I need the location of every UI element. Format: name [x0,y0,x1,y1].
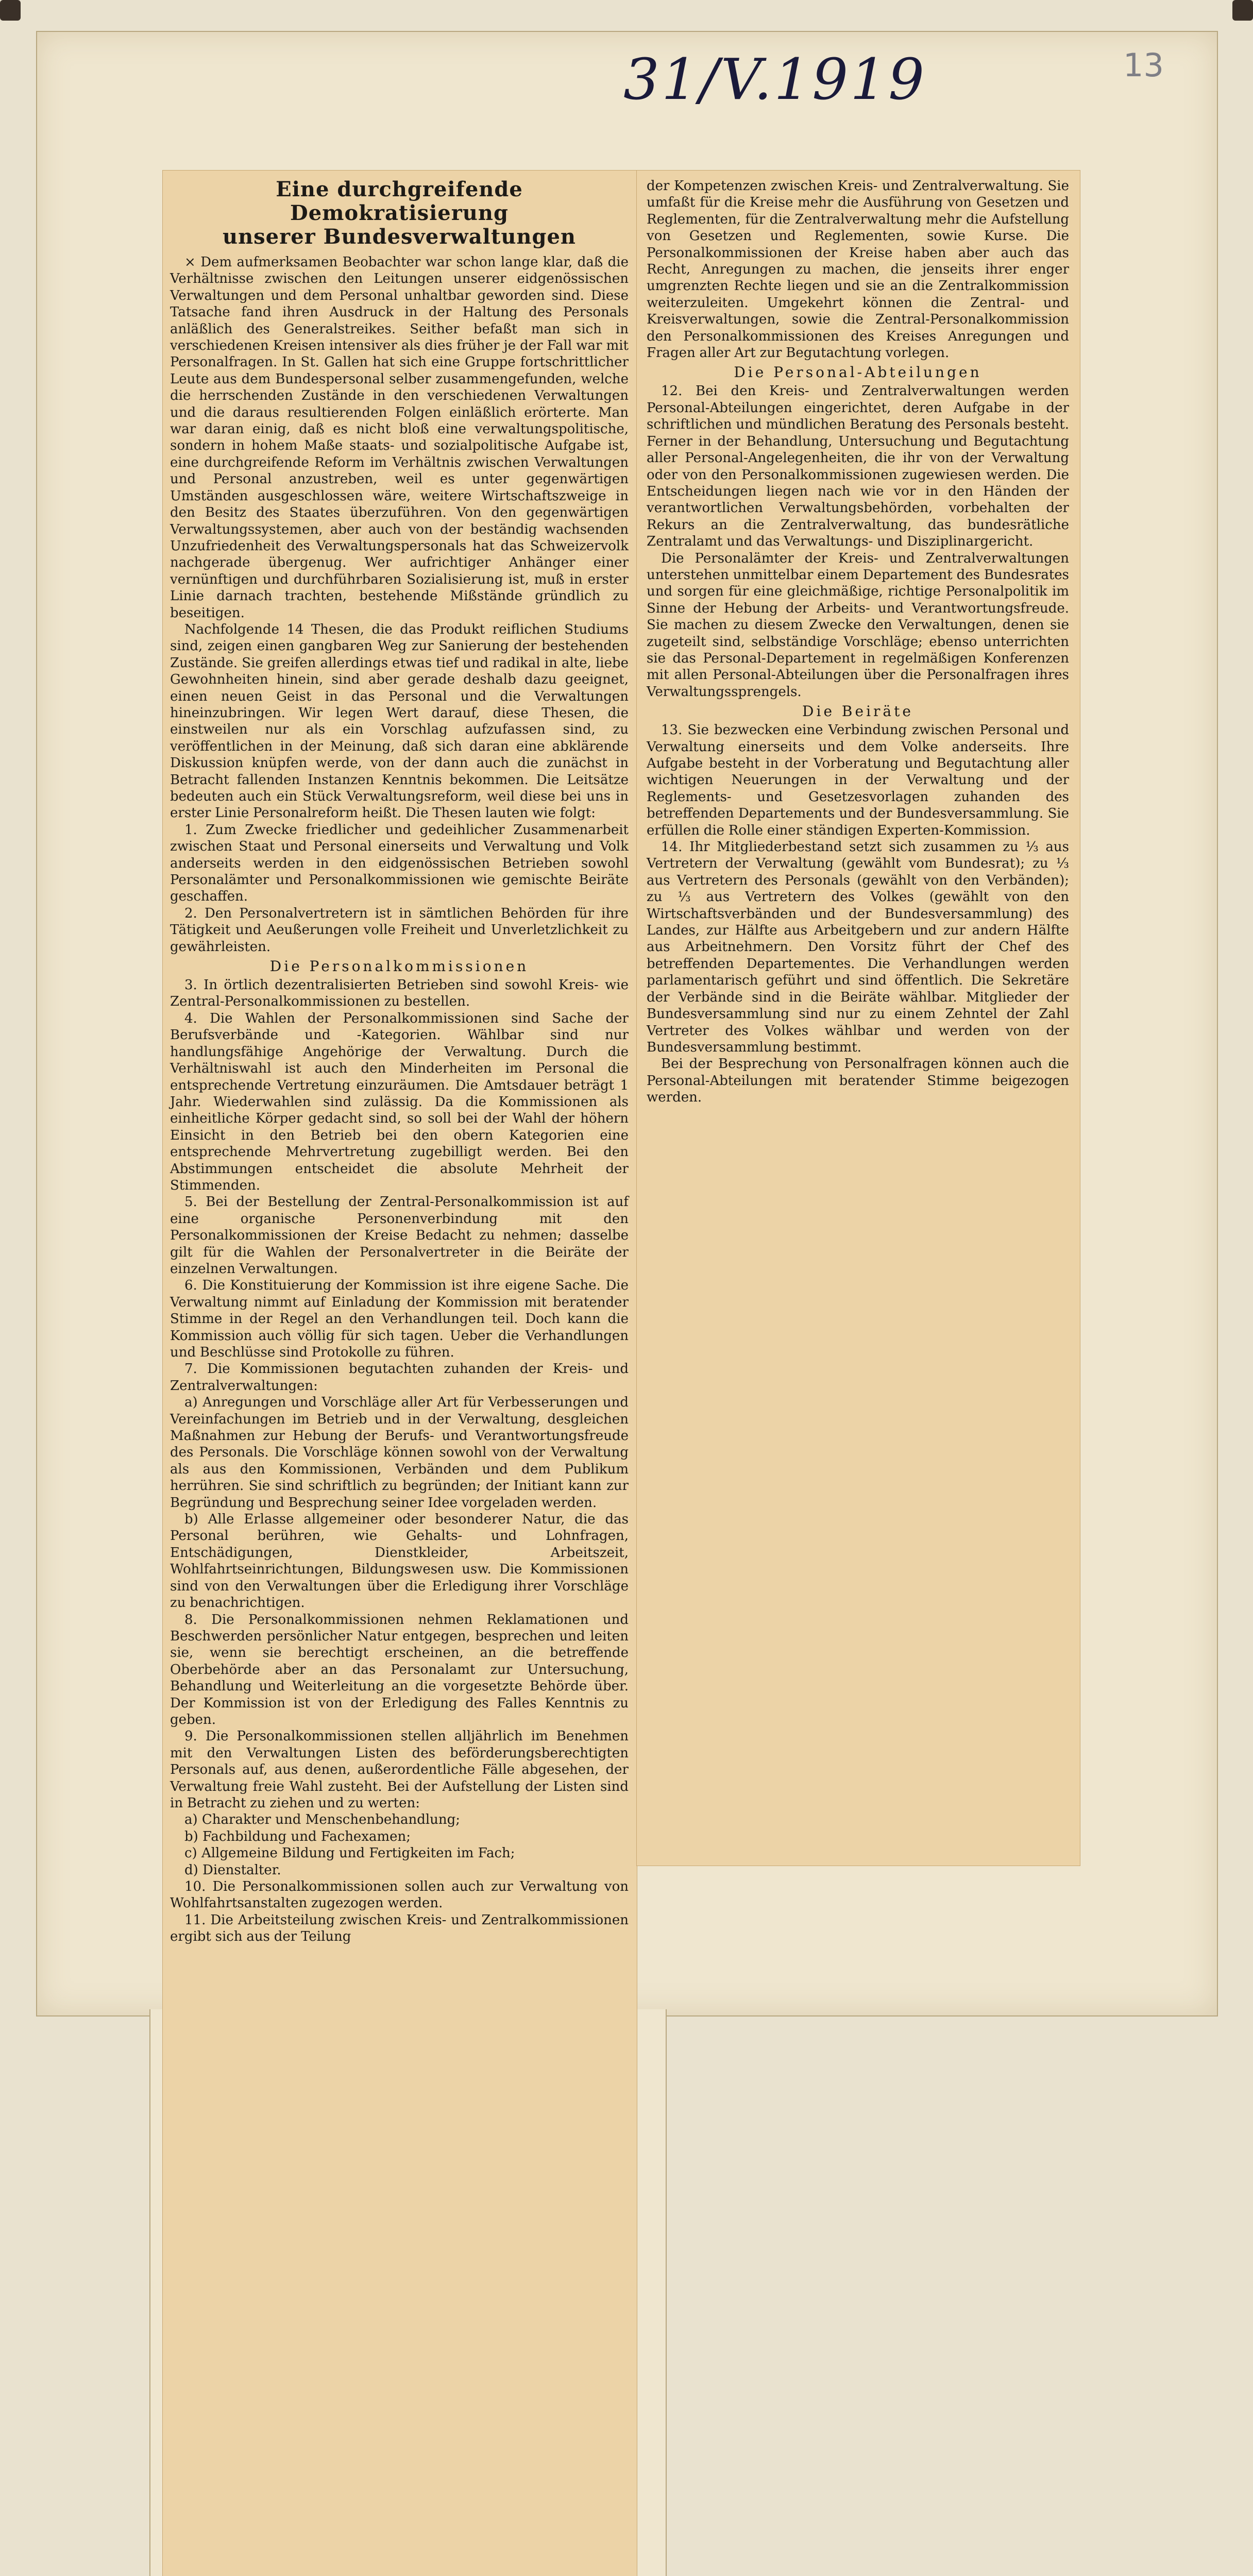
article-paragraph: 9. Die Personalkommissionen stellen alljährlich im Benehmen mit den Verwaltungen Listen des beförderungsberechtigten Personals auf, aus denen, außerordentliche Fälle abgesehen, der Verwaltung freie Wahl zusteht. Bei der Aufstellung der Listen sind in Betracht zu ziehen und zu werten: [170,1728,629,1811]
scan-corner [1232,0,1253,21]
article-paragraph: 1. Zum Zwecke friedlicher und gedeihlicher Zusammenarbeit zwischen Staat und Personal einerseits und Verwaltung und Volk anderseits werden in den eidgenössischen Betrieben sowohl Personalämter und Personalkommissionen wie gemischte Beiräte geschaffen. [170,822,629,905]
section-heading: Die Personalkommissionen [269,958,529,975]
article-paragraph: Die Personalämter der Kreis- und Zentralverwaltungen unterstehen unmittelbar einem Departement des Bundesrates und sorgen für eine gleichmäßige, richtige Personalpolitik im Sinne der Hebung der Arbeits- und Verantwortungsfreude. Sie machen zu diesem Zwecke den Verwaltungen, denen sie zugeteilt sind, selbständige Vorschläge; ebenso unterrichten sie das Personal-Departement in regelmäßigen Konferenzen mit allen Personal-Abteilungen über die Personalfragen ihres Verwaltungssprengels. [647,550,1069,700]
article-paragraph: 4. Die Wahlen der Personalkommissionen sind Sache der Berufsverbände und -Kategorien. Wählbar sind nur handlungsfähige Angehörige der Verwaltung. Durch die Verhältniswahl ist auch den Minderheiten im Personal die entsprechende Vertretung einzuräumen. Die Amtsdauer beträgt 1 Jahr. Wiederwahlen sind zulässig. Da die Kommissionen als einheitliche Körper gedacht sind, so soll bei der Wahl der höhern Einsicht in den Betrieb bei den obern Kategorien eine entsprechende Mehrvertretung zugebilligt werden. Bei den Abstimmungen entscheidet die absolute Mehrheit der Stimmenden. [170,1010,629,1193]
article-column-left [170,178,629,2576]
criteria-list-item: c) Allgemeine Bildung und Fertigkeiten im Fach; [184,1845,515,1861]
headline-line-2: unserer Bundesverwaltungen [222,225,577,249]
handwritten-date: 31/V.1919 [623,46,927,112]
article-headline [170,178,629,249]
section-heading: Die Beiräte [802,703,913,720]
left-column-body [170,254,629,1945]
section-heading: Die Personal-Abteilungen [734,364,982,381]
article-paragraph: 3. In örtlich dezentralisierten Betrieben sind sowohl Kreis- wie Zentral-Personalkommissionen zu bestellen. [170,977,629,1010]
article-paragraph: der Kompetenzen zwischen Kreis- und Zentralverwaltung. Sie umfaßt für die Kreise mehr die Ausführung von Gesetzen und Reglementen, für die Zentralverwaltung mehr die Aufstellung von Gesetzen und Reglementen, sowie Kurse. Die Personalkommissionen der Kreise haben aber auch das Recht, Anregungen zu machen, die jenseits ihrer enger umgrenzten Rechte liegen und sie an die Zentralkommission weiterzuleiten. Umgekehrt können die Zentral- und Kreisverwaltungen, sowie die Zentral-Personalkommission den Personalkommissionen des Kreises Anregungen und Fragen aller Art zur Begutachtung vorlegen. [647,178,1069,361]
article-paragraph: b) Alle Erlasse allgemeiner oder besonderer Natur, die das Personal berühren, wie Gehalts- und Lohnfragen, Entschädigungen, Dienstkleider, Arbeitszeit, Wohlfahrtseinrichtungen, Bildungswesen usw. Die Kommissionen sind von den Verwaltungen über die Erledigung ihrer Vorschläge zu benachrichtigen. [170,1512,629,1611]
scan-corner [0,0,21,21]
article-paragraph: 7. Die Kommissionen begutachten zuhanden der Kreis- und Zentralverwaltungen: [170,1361,629,1394]
article-paragraph: 12. Bei den Kreis- und Zentralverwaltungen werden Personal-Abteilungen eingerichtet, deren Aufgabe in der schriftlichen und mündlichen Beratung des Personals besteht. Ferner in der Behandlung, Untersuchung und Begutachtung aller Personal-Angelegenheiten, die ihr von der Verwaltung oder von den Personalkommissionen zugewiesen werden. Die Entscheidungen liegen nach wie vor in den Händen der verantwortlichen Verwaltungsbehörden, vorbehalten der Rekurs an die Zentralverwaltung, das bundesrätliche Zentralamt und das Verwaltungs- und Disziplinargericht. [647,383,1069,550]
article-column-right [647,178,1069,1857]
criteria-list-item: b) Fachbildung und Fachexamen; [184,1828,411,1844]
article-paragraph: 13. Sie bezwecken eine Verbindung zwischen Personal und Verwaltung einerseits und dem Volke anderseits. Ihre Aufgabe besteht in der Vorberatung und Begutachtung aller wichtigen Neuerungen in der Verwaltung und der Reglements- und Gesetzesvorlagen zuhanden des betreffenden Departements und der Bundesversammlung. Sie erfüllen die Rolle einer ständigen Experten-Kommission. [647,722,1069,838]
article-paragraph: 11. Die Arbeitsteilung zwischen Kreis- und Zentralkommissionen ergibt sich aus der Teilung [170,1912,629,1945]
article-paragraph: 10. Die Personalkommissionen sollen auch zur Verwaltung von Wohlfahrtsanstalten zugezogen werden. [170,1879,629,1911]
article-paragraph: Nachfolgende 14 Thesen, die das Produkt reiflichen Studiums sind, zeigen einen gangbaren Weg zur Sanierung der bestehenden Zustände. Sie greifen allerdings etwas tief und radikal in alte, liebe Gewohnheiten hinein, sind aber gerade deshalb dazu geeignet, einen neuen Geist in das Personal und die Verwaltungen hineinzubringen. Wir legen Wert darauf, diese Thesen, die einstweilen nur als ein Vorschlag aufzufassen sind, zu veröffentlichen in der Meinung, daß sich daran eine abklärende Diskussion knüpfen werde, von der dann auch die zunächst in Betracht fallenden Instanzen Kenntnis bekommen. Die Leitsätze bedeuten auch ein Stück Verwaltungsreform, weil diese bei uns in erster Linie Personalreform heißt. Die Thesen lauten wie folgt: [170,621,629,821]
article-paragraph: 5. Bei der Bestellung der Zentral-Personalkommission ist auf eine organische Personenverbindung mit den Personalkommissionen der Kreise Bedacht zu nehmen; dasselbe gilt für die Wahlen der Personalvertreter in die Beiräte der einzelnen Verwaltungen. [170,1194,629,1277]
article-paragraph: 2. Den Personalvertretern ist in sämtlichen Behörden für ihre Tätigkeit und Aeußerungen volle Freiheit und Unverletzlichkeit zu gewährleisten. [170,905,629,955]
headline-line-1: Eine durchgreifende Demokratisierung [276,177,523,225]
folio-number: 13 [1123,46,1164,84]
right-column-body [647,178,1069,1106]
criteria-list-item: d) Dienstalter. [184,1862,281,1878]
article-paragraph: 6. Die Konstituierung der Kommission ist ihre eigene Sache. Die Verwaltung nimmt auf Einladung der Kommission mit beratender Stimme in der Regel an den Verhandlungen teil. Doch kann die Kommission auch völlig für sich tagen. Ueber die Verhandlungen und Beschlüsse sind Protokolle zu führen. [170,1278,629,1360]
article-paragraph: Bei der Besprechung von Personalfragen können auch die Personal-Abteilungen mit beratender Stimme beigezogen werden. [647,1056,1069,1106]
article-paragraph: 8. Die Personalkommissionen nehmen Reklamationen und Beschwerden persönlicher Natur entgegen, besprechen und leiten sie, wenn sie berechtigt erscheinen, an die betreffende Oberbehörde aber an das Personalamt zur Untersuchung, Behandlung und Weiterleitung an die vorgesetzte Behörde über. Der Kommission ist von der Erledigung des Falles Kenntnis zu geben. [170,1612,629,1727]
criteria-list-item: a) Charakter und Menschenbehandlung; [184,1812,461,1828]
article-paragraph: 14. Ihr Mitgliederbestand setzt sich zusammen zu ⅓ aus Vertretern der Verwaltung (gewählt vom Bundesrat); zu ⅓ aus Vertretern des Personals (gewählt von den Verbänden); zu ⅓ aus Vertretern des Volkes (gewählt von den Wirtschaftsverbänden und der Bundesversammlung) des Landes, zur Hälfte aus Arbeitgebern und zur andern Hälfte aus Arbeitnehmern. Den Vorsitz führt der Chef des betreffenden Departementes. Die Verhandlungen werden parlamentarisch geführt und sind öffentlich. Die Sekretäre der Verbände sind in die Beiräte wählbar. Mitglieder der Bundesversammlung sind nur zu einem Zehntel der Zahl Vertreter des Volkes wählbar und werden von der Bundesversammlung bestimmt. [647,839,1069,1055]
article-paragraph: × Dem aufmerksamen Beobachter war schon lange klar, daß die Verhältnisse zwischen den Leitungen unserer eidgenössischen Verwaltungen und dem Personal unhaltbar geworden sind. Diese Tatsache fand ihren Ausdruck in der Haltung des Personals anläßlich des Generalstreikes. Seither befaßt man sich in verschiedenen Kreisen intensiver als dies früher je der Fall war mit Personalfragen. In St. Gallen hat sich eine Gruppe fortschrittlicher Leute aus dem Bundespersonal selber zusammengefunden, welche die herrschenden Zustände in den verschiedenen Verwaltungen und die daraus resultierenden Folgen einläßlich erörterte. Man war daran einig, daß es nicht bloß eine verwaltungspolitische, sondern in hohem Maße staats- und sozialpolitische Aufgabe ist, eine durchgreifende Reform im Verhältnis zwischen Verwaltungen und Personal anzustreben, weil es unter gegenwärtigen Umständen ausgeschlossen wäre, weitere Wirtschaftszweige in den Besitz des Staates überzuführen. Von den gegenwärtigen Verwaltungssystemen, aber auch von der beständig wachsenden Unzufriedenheit des Verwaltungspersonals hat das Schweizervolk nachgerade übergenug. Wer aufrichtiger Anhänger einer vernünftigen und durchführbaren Sozialisierung ist, muß in erster Linie darnach trachten, bestehende Mißstände gründlich zu beseitigen. [170,255,629,621]
article-paragraph: a) Anregungen und Vorschläge aller Art für Verbesserungen und Vereinfachungen im Betrieb und in der Verwaltung, desgleichen Maßnahmen zur Hebung der Berufs- und Verantwortungsfreude des Personals. Die Vorschläge können sowohl von der Verwaltung als aus den Kommissionen, Verbänden und dem Publikum herrühren. Sie sind schriftlich zu begründen; der Initiant kann zur Begründung und Besprechung seiner Idee vorgeladen werden. [170,1395,629,1511]
